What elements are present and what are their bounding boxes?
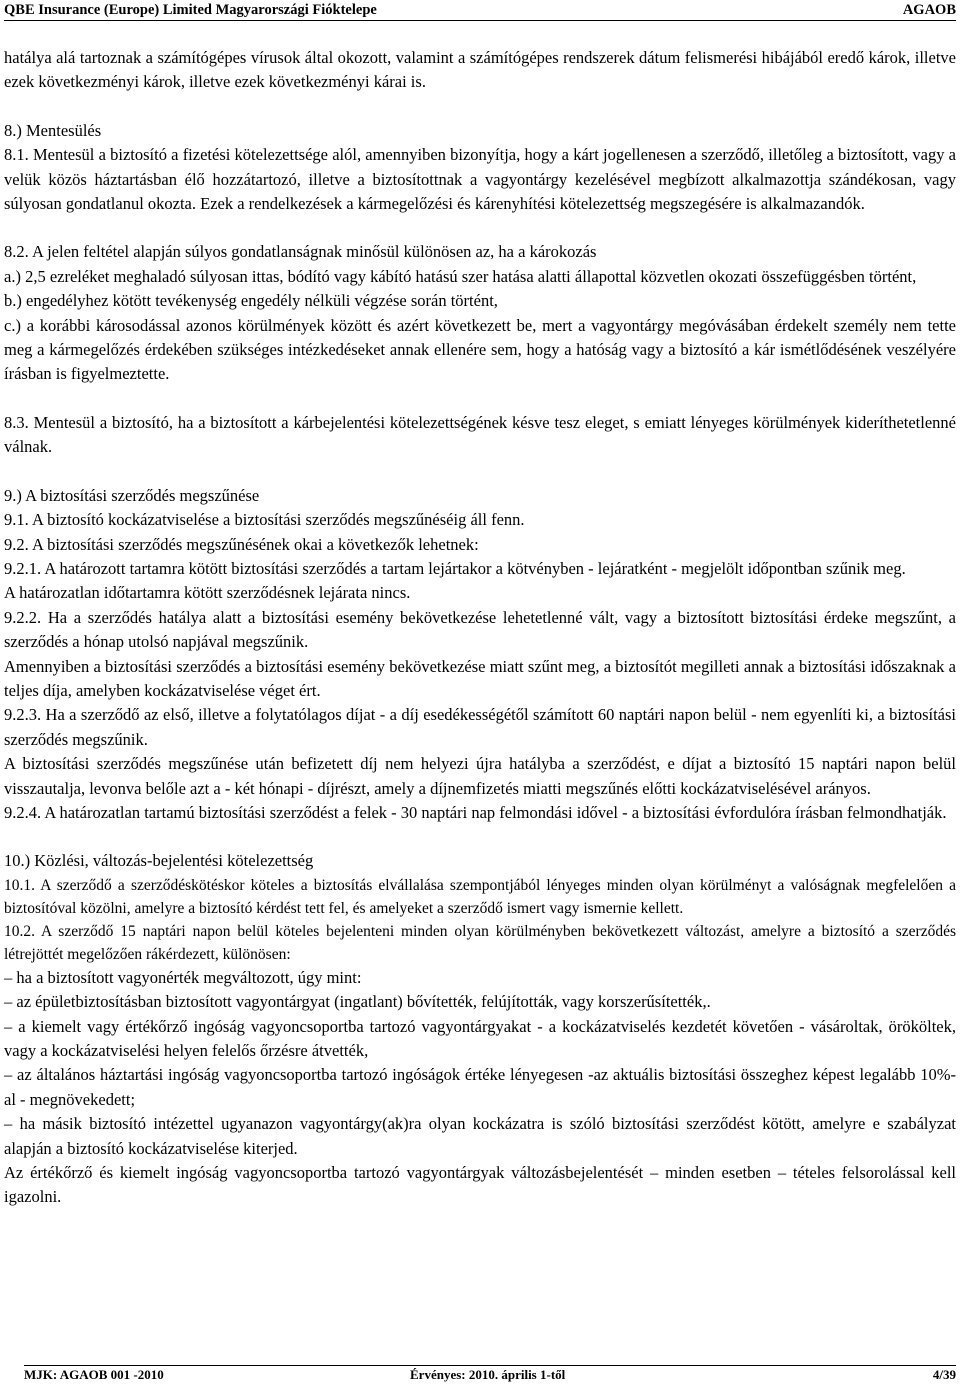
paragraph-gap bbox=[4, 216, 956, 240]
body-paragraph: 9.2.1. A határozott tartamra kötött biztosítási szerződés a tartam lejártakor a kötvényben - lejáratként - megjelölt időpontban szűnik meg. bbox=[4, 558, 906, 578]
body-paragraph: 9.1. A biztosító kockázatviselése a biztosítási szerződés megszűnéséig áll fenn. bbox=[4, 510, 525, 530]
body-paragraph: 9.2.4. A határozatlan tartamú biztosítási szerződést a felek - 30 naptári nap felmondási idővel - a biztosítási évfordulóra írásban felmondhatják. bbox=[4, 802, 947, 822]
body-paragraph: 9.2.3. Ha a szerződő az első, illetve a folytatólagos díjat - a díj esedékességétől számított 60 naptári napon belül - nem egyenlíti ki, a biztosítási szerződés megszűnik. bbox=[4, 705, 956, 749]
body-paragraph: 8.2. A jelen feltétel alapján súlyos gondatlanságnak minősül különösen az, ha a károkozás bbox=[4, 242, 597, 262]
body-paragraph: A biztosítási szerződés megszűnése után befizetett díj nem helyezi újra hatályba a szerződést, e díjat a biztosító 15 naptári napon belül visszautalja, levonva belőle azt a - két hónapi - díjrészt, amely a díjnemfizetés miatti megszűnés előtti kockázatviselésével arányos. bbox=[4, 754, 956, 798]
body-paragraph: b.) engedélyhez kötött tevékenység engedély nélküli végzése során történt, bbox=[4, 291, 498, 311]
body-paragraph: 9.) A biztosítási szerződés megszűnése bbox=[4, 485, 260, 505]
page-header bbox=[4, 0, 956, 21]
body-paragraph: hatálya alá tartoznak a számítógépes vírusok által okozott, valamint a számítógépes rendszerek dátum felismerési hibájából eredő károk, illetve ezek következményi károk, illetve ezek következményi kárai is. bbox=[4, 48, 956, 92]
body-paragraph: c.) a korábbi károsodással azonos körülmények között és azért következett be, mert a vagyontárgy megóvásában érdekelt személy nem tette meg a kármegelőzés érdekében szükséges intézkedéseket annak ellenére sem, hogy a hatóság vagy a biztosító a kár ismétlődésének veszélyére írásban is figyelmeztette. bbox=[4, 315, 956, 384]
paragraph-gap bbox=[4, 95, 956, 119]
paragraph-gap bbox=[4, 460, 956, 484]
page-footer bbox=[24, 1365, 956, 1384]
footer-page-number: 4/39 bbox=[932, 1367, 956, 1382]
body-paragraph: 10.2. A szerződő 15 naptári napon belül köteles bejelenteni minden olyan körülményben bekövetkezett változást, amelyre a biztosító a szerződés létrejöttét megelőzően rákérdezett, különösen: bbox=[4, 922, 956, 963]
body-paragraph: 10.1. A szerződő a szerződéskötéskor köteles a biztosítás elvállalása szempontjából lényeges minden olyan körülményt a valóságnak megfelelően a biztosítóval közölni, amelyre a biztosító kérdést tett fel, és amelyeket a szerződő ismert vagy ismernie kellett. bbox=[4, 876, 956, 917]
body-paragraph: a.) 2,5 ezreléket meghaladó súlyosan ittas, bódító vagy kábító hatású szer hatása alatti állapottal közvetlen okozati összefüggésben történt, bbox=[4, 266, 917, 286]
header-doc-code: AGAOB bbox=[902, 1, 956, 18]
body-paragraph: – a kiemelt vagy értékőrző ingóság vagyoncsoportba tartozó vagyontárgyakat - a kockázatviselés kezdetét követően - vásároltak, örököltek, vagy a kockázatviselési helyen felelős őrzésre átvették, bbox=[4, 1016, 956, 1060]
footer-doc-id: MJK: AGAOB 001 -2010 bbox=[24, 1367, 164, 1382]
paragraph-gap bbox=[4, 825, 956, 849]
paragraph-gap bbox=[4, 387, 956, 411]
body-paragraph: 8.) Mentesülés bbox=[4, 120, 102, 140]
body-paragraph: 8.1. Mentesül a biztosító a fizetési kötelezettsége alól, amennyiben bizonyítja, hogy a kárt jogellenesen a szerződő, illetőleg a biztosított, vagy a velük közös háztartásban élő hozzátartozó, illetve a biztosítottnak a vagyontárgy kezelésével megbízott alkalmazottja szándékosan, vagy súlyosan gondatlanul okozta. Ezek a rendelkezések a kármegelőzési és kárenyhítési kötelezettség megszegésére is alkalmazandók. bbox=[4, 145, 956, 214]
footer-validity: Érvényes: 2010. április 1-től bbox=[410, 1367, 566, 1382]
body-paragraph: 9.2.2. Ha a szerződés hatálya alatt a biztosítási esemény bekövetkezése lehetetlenné vált, vagy a biztosított biztosítási érdeke megszűnt, a szerződés a hónap utolsó napjával megszűnik. bbox=[4, 607, 956, 652]
body-paragraph: – ha a biztosított vagyonérték megváltozott, úgy mint: bbox=[4, 967, 362, 987]
body-paragraph: Az értékőrző és kiemelt ingóság vagyoncsoportba tartozó vagyontárgyak változásbejelentését – minden esetben – tételes felsorolással kell igazolni. bbox=[4, 1163, 956, 1207]
body-paragraph: 9.2. A biztosítási szerződés megszűnésének okai a következők lehetnek: bbox=[4, 534, 479, 554]
body-paragraph: 10.) Közlési, változás-bejelentési kötelezettség bbox=[4, 851, 314, 871]
body-paragraph: – az épületbiztosításban biztosított vagyontárgyat (ingatlant) bővítették, felújították, vagy korszerűsítették,. bbox=[4, 992, 711, 1012]
body-paragraph: 8.3. Mentesül a biztosító, ha a biztosított a kárbejelentési kötelezettségének késve tesz eleget, s emiatt lényeges körülmények kideríthetetlenné válnak. bbox=[4, 412, 956, 457]
body-paragraph: A határozatlan időtartamra kötött szerződésnek lejárata nincs. bbox=[4, 583, 411, 603]
body-paragraph: – ha másik biztosító intézettel ugyanazon vagyontárgy(ak)ra olyan kockázatra is szóló biztosítási szerződést kötött, amelyre e szabályzat alapján a biztosító kockázatviselése kiterjed. bbox=[4, 1114, 956, 1158]
header-company: QBE Insurance (Europe) Limited Magyarországi Fióktelepe bbox=[4, 1, 377, 18]
document-body bbox=[4, 46, 956, 1210]
body-paragraph: – az általános háztartási ingóság vagyoncsoportba tartozó ingóságok értéke lényegesen -az aktuális biztosítási összeghez képest legalább 10%-al - megnövekedett; bbox=[4, 1065, 956, 1109]
body-paragraph: Amennyiben a biztosítási szerződés a biztosítási esemény bekövetkezése miatt szűnt meg, a biztosítót megilleti annak a biztosítási időszaknak a teljes díja, amelyben kockázatviselése véget ért. bbox=[4, 656, 956, 700]
